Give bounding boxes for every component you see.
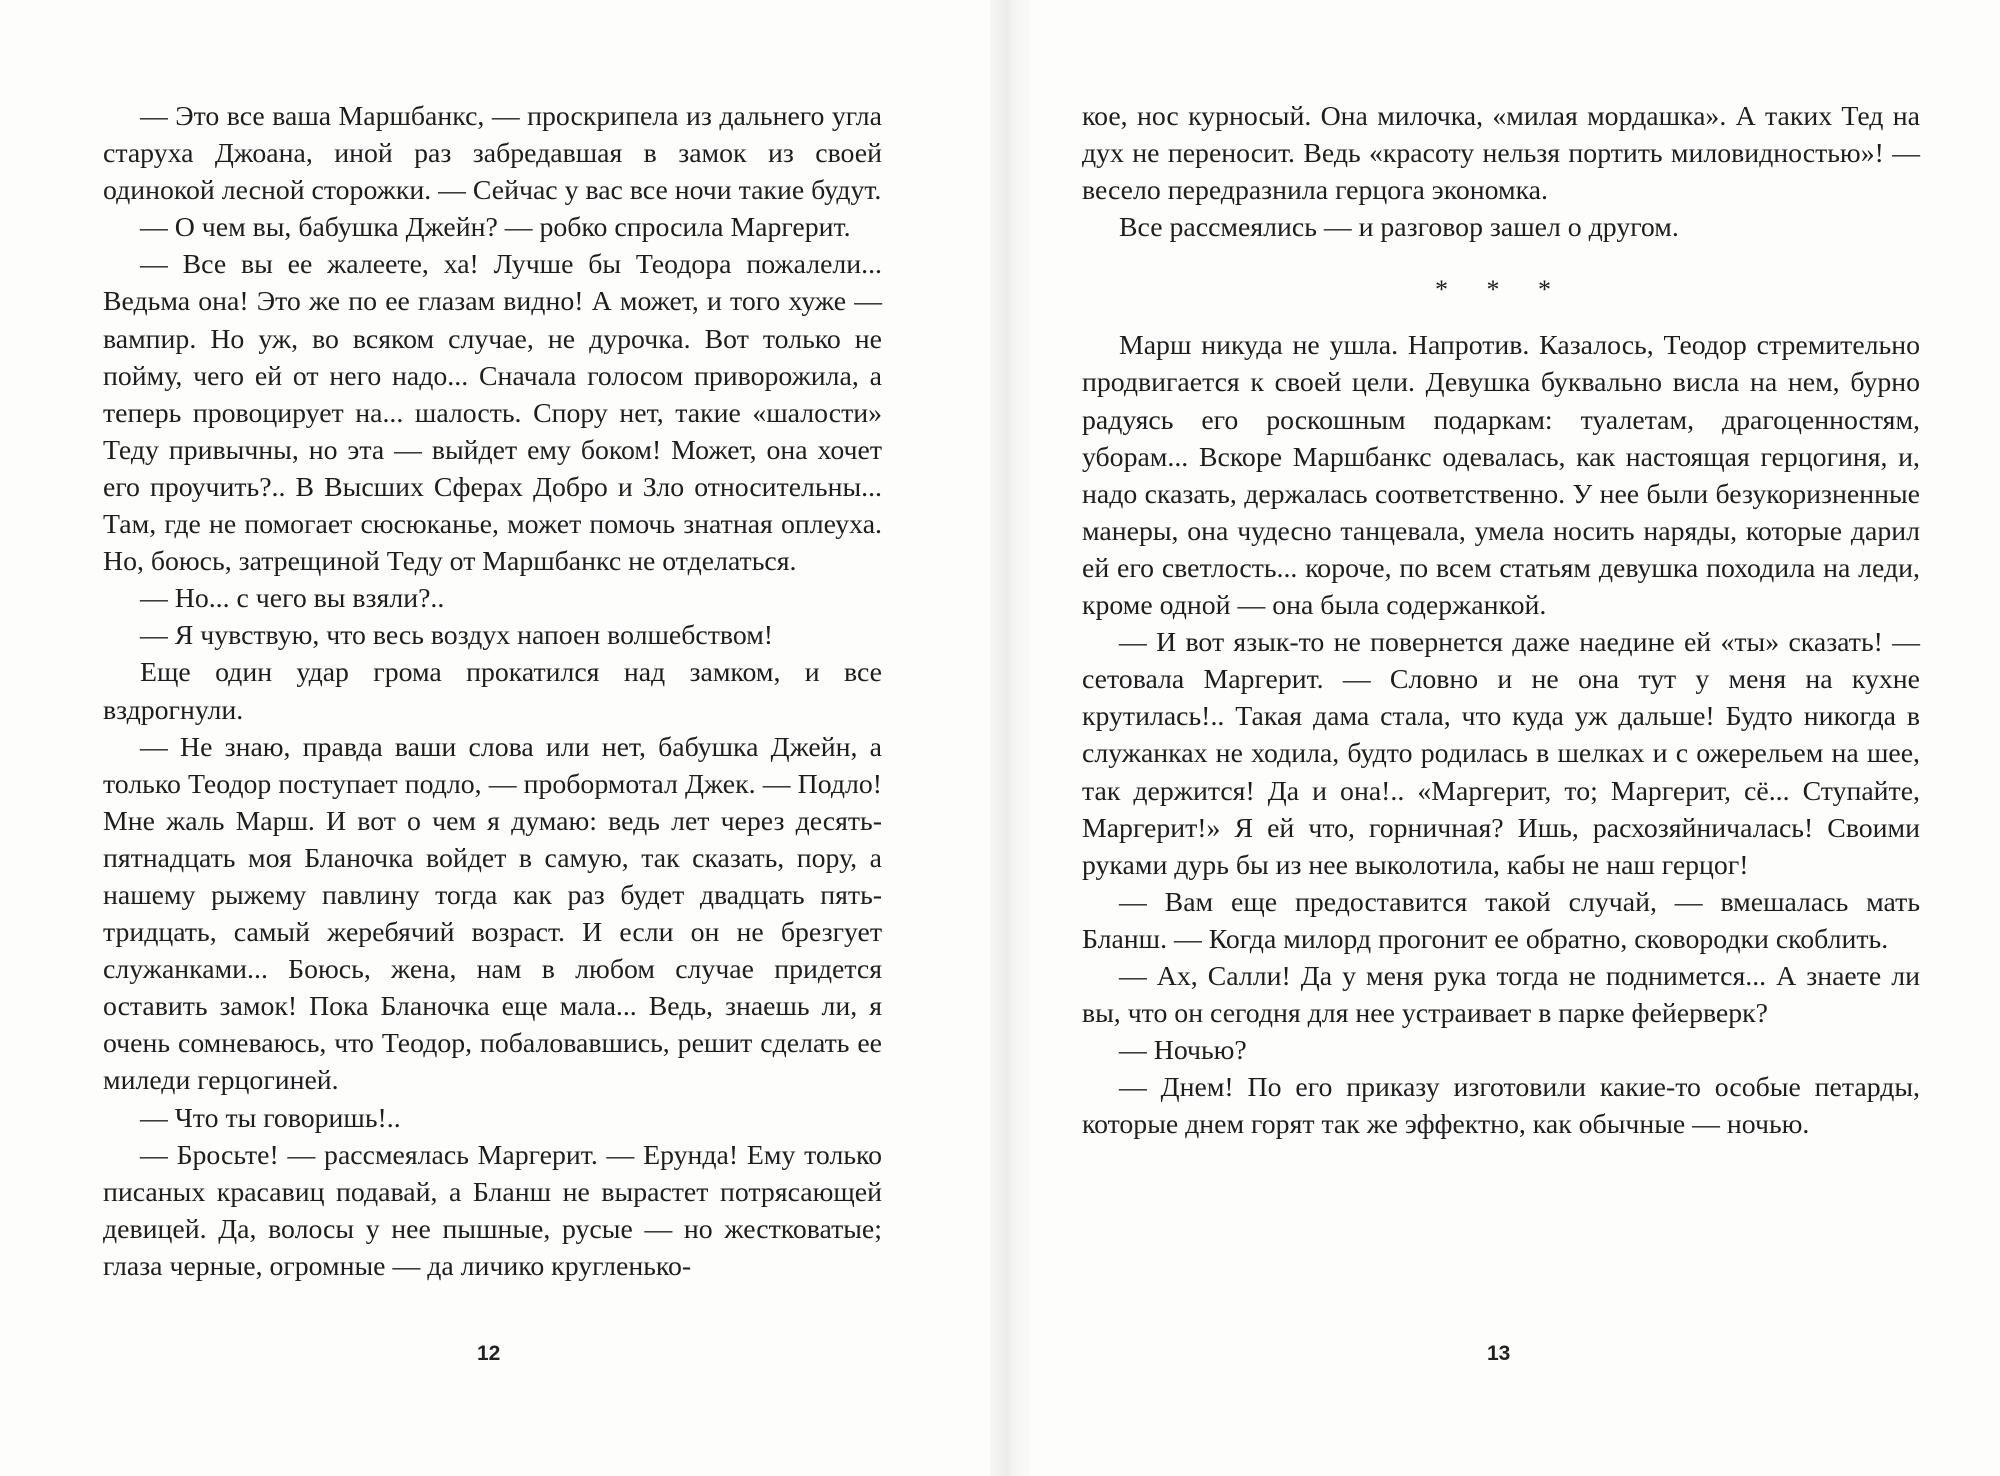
paragraph: Все рассмеялись — и разговор зашел о другом. <box>1119 212 1679 244</box>
paragraph: — Ах, Салли! Да у меня рука тогда не поднимется... А знаете ли вы, что он сегодня для нее устраивает в парке фейерверк? <box>1082 960 1920 1030</box>
paragraph: — Это все ваша Маршбанкс, — проскрипела из дальнего угла старуха Джоана, иной раз забредавшая в замок из своей одинокой лесной сторожки. — Сейчас у вас все ночи такие будут. <box>103 101 882 207</box>
paragraph: — Но... с чего вы взяли?.. <box>140 583 445 615</box>
page-number-right: 13 <box>1487 1342 1511 1365</box>
right-page <box>1030 0 2000 1476</box>
continuation-prefix: кое, нос курносый. <box>1082 101 1321 132</box>
paragraph-continued <box>1082 98 1920 209</box>
paragraph: Еще один удар грома прокатился над замком, и все вздрогнули. <box>103 657 882 726</box>
continuation-text: Она милочка, «милая мордашка». А таких Тед на дух не переносит. Ведь «красоту нельзя портить миловидностью»! — весело передразнила герцога экономка. <box>1082 101 1920 207</box>
paragraph: Марш никуда не ушла. Напротив. Казалось, Теодор стремительно продвигается к своей цели. Девушка буквально висла на нем, бурно радуясь его роскошным подаркам: туалетам, драгоценностям, уборам... Вскоре Маршбанкс одевалась, как настоящая герцогиня, и, надо сказать, держалась соответственно. У нее были безукоризненные манеры, она чудесно танцевала, умела носить наряды, которые дарил ей его светлость... короче, по всем статьям девушка походила на леди, кроме одной — она была содержанкой. <box>1082 330 1920 622</box>
right-page-text <box>1082 98 1920 1143</box>
paragraph: — Я чувствую, что весь воздух напоен волшебством! <box>140 620 774 652</box>
paragraph: — Бросьте! — рассмеялась Маргерит. — Ерунда! Ему только писаных красавиц подавай, а Бланш не вырастет потрясающей девицей. Да, волосы у нее пышные, русые — но жестковатые; глаза черные, огромные — да личико кругленько- <box>103 1139 882 1282</box>
paragraph: — Все вы ее жалеете, ха! Лучше бы Теодора пожалели... Ведьма она! Это же по ее глазам видно! А может, и того хуже — вампир. Но уж, во всяком случае, не дурочка. Вот только не пойму, чего ей от него надо... Сначала голосом приворожила, а теперь провоцирует на... шалость. Спору нет, такие «шалости» Теду привычны, но эта — выйдет ему боком! Может, она хочет его проучить?.. В Высших Сферах Добро и Зло относительны... Там, где не помогает сюсюканье, может помочь знатная оплеуха. Но, боюсь, затрещиной Теду от Маршбанкс не отделаться. <box>103 249 882 578</box>
paragraph: — О чем вы, бабушка Джейн? — робко спросила Маргерит. <box>140 212 851 244</box>
paragraph: — Не знаю, правда ваши слова или нет, бабушка Джейн, а только Теодор поступает подло, — пробормотал Джек. — Подло! Мне жаль Марш. И вот о чем я думаю: ведь лет через десять-пятнадцать моя Бланочка войдет в самую, так сказать, пору, а нашему рыжему павлину тогда как раз будет двадцать пять-тридцать, самый жеребячий возраст. И если он не брезгует служанками... Боюсь, жена, нам в любом случае придется оставить замок! Пока Бланочка еще мала... Ведь, знаешь ли, я очень сомневаюсь, что Теодор, побаловавшись, решит сделать ее миледи герцогиней. <box>103 731 882 1097</box>
paragraph: — Днем! По его приказу изготовили какие-то особые петарды, которые днем горят так же эффектно, как обычные — ночью. <box>1082 1072 1920 1141</box>
left-page-text <box>103 98 882 1285</box>
paragraph: — Вам еще предоставится такой случай, — вмешалась мать Бланш. — Когда милорд прогонит ее обратно, сковородки скоблить. <box>1082 886 1920 955</box>
paragraph: — И вот язык-то не повернется даже наедине ей «ты» сказать! — сетовала Маргерит. — Словно и не она тут у меня на кухне крутилась!.. Такая дама стала, что куда уж дальше! Будто никогда в служанках не ходила, будто родилась в шелках и с ожерельем на шее, так держится! Да и она!.. «Маргерит, то; Маргерит, сё... Ступайте, Маргерит!» Я ей что, горничная? Ишь, расхозяйничалась! Своими руками дурь бы из нее выколотила, кабы не наш герцог! <box>1082 627 1920 881</box>
section-break: * * * <box>1435 275 1567 305</box>
paragraph: — Что ты говоришь!.. <box>140 1102 401 1134</box>
page-number-left: 12 <box>477 1342 501 1365</box>
paragraph: — Ночью? <box>1119 1035 1247 1067</box>
left-page <box>0 0 990 1476</box>
book-gutter <box>990 0 1030 1476</box>
